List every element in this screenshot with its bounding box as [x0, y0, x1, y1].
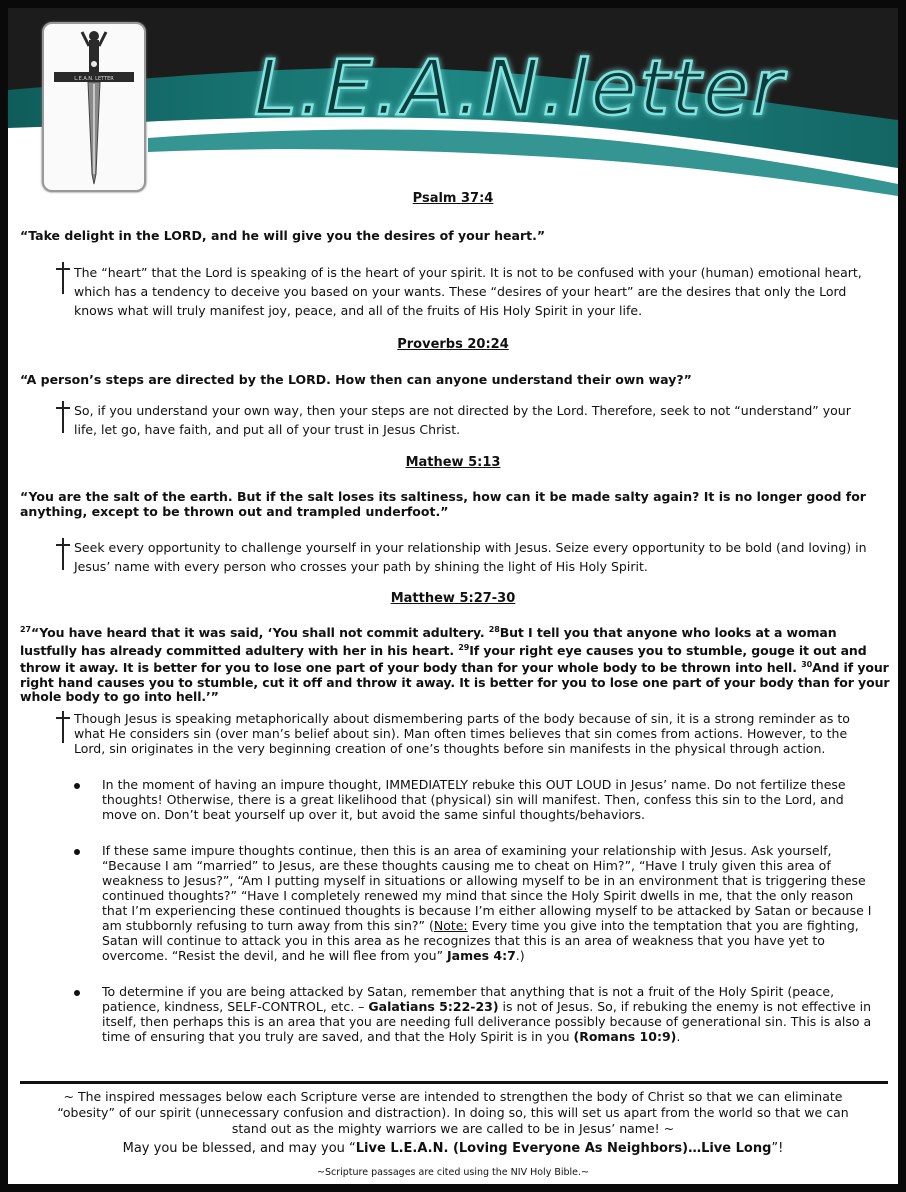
section-reference: Mathew 5:13 — [405, 455, 501, 470]
verse-segment: But I tell you that anyone who looks at a woman lustfully has already committed adultery with her in his heart. — [20, 625, 837, 658]
section-reference: Matthew 5:27-30 — [390, 591, 516, 606]
footer-divider — [20, 1081, 888, 1084]
footer-blessing — [38, 1141, 868, 1157]
bullet-dot — [74, 849, 80, 855]
section-reference: Proverbs 20:24 — [397, 337, 509, 352]
verse-text: “You are the salt of the earth. But if the salt loses its saltiness, how can it be made salty again? It is no longer good for anything, except to be thrown out and trampled underfoot.” — [20, 489, 866, 519]
verse-number: 29 — [458, 642, 470, 652]
cross-icon — [56, 262, 70, 294]
section-reference: Psalm 37:4 — [412, 191, 494, 206]
verse-commentary: Seek every opportunity to challenge yourself in your relationship with Jesus. Seize every opportunity to be bold (and loving) in Jesus’ name with every person who crosses your path by shining the light of His Holy Spirit. — [74, 540, 867, 574]
blessing-motto: Live L.E.A.N. (Loving Everyone As Neighbors)…Live Long — [355, 1141, 772, 1156]
verse-number: 27 — [20, 625, 31, 634]
bullet-dot — [74, 783, 80, 789]
note-label: Note: — [433, 918, 468, 933]
scripture-ref: James 4:7 — [447, 948, 516, 963]
cross-icon — [56, 401, 70, 433]
banner-title: L.E.A.N.letter — [254, 43, 785, 132]
verse-commentary: The “heart” that the Lord is speaking of is the heart of your spirit. It is not to be confused with your (human) emotional heart, which has a tendency to deceive you based on your wants. These “desires of your heart” are the desires that only the Lord knows what will truly manifest joy, peace, and all of the fruits of His Holy Spirit in your life. — [74, 265, 862, 318]
footer-citation: ~Scripture passages are cited using the NIV Holy Bible.~ — [317, 1167, 589, 1178]
verse-segment: If your right eye causes you to stumble, gouge it out and throw it away. It is better for you to lose one part of your body than for your whole body to be thrown into hell. — [20, 642, 867, 676]
verse-segment: “You have heard that it was said, ‘You shall not commit adultery. — [30, 625, 489, 641]
logo — [42, 22, 146, 192]
verse-commentary: Though Jesus is speaking metaphorically about dismembering parts of the body because of sin, it is a strong reminder as to what He considers sin (over man’s belief about sin). Man often times believes that sin comes from actions. However, to the Lord, sin originates in the very beginning creation of one’s thoughts before sin manifests in the physical through action. — [74, 711, 850, 756]
verse-segment: And if your right hand causes you to stumble, cut it off and throw it away. It is better for you to lose one part of your body than for your whole body to go into hell.’” — [20, 660, 890, 705]
verse-text: “A person’s steps are directed by the LORD. How then can anyone understand their own way?” — [20, 372, 692, 387]
sword-icon — [44, 24, 144, 190]
verse-number: 28 — [488, 625, 500, 634]
footer-mission: ~ The inspired messages below each Scripture verse are intended to strengthen the body of Christ so that we can eliminate “obesity” of our spirit (unnecessary confusion and distraction). In doing so, this will set us apart from the world so that we can stand out as the mighty warriors we are called to be in Jesus’ name! ~ — [57, 1089, 849, 1136]
verse-text: “Take delight in the LORD, and he will give you the desires of your heart.” — [20, 228, 546, 243]
verse-text-matthew — [20, 623, 890, 705]
letter-page — [8, 8, 898, 1184]
verse-number: 30 — [801, 660, 813, 670]
list-item-text: .) — [515, 948, 525, 963]
blessing-text: ”! — [771, 1141, 784, 1156]
blessing-text: May you be blessed, and may you “ — [122, 1141, 356, 1156]
bullet-dot — [74, 990, 80, 996]
list-item-text: To determine if you are being attacked by Satan, remember that anything that is not a fruit of the Holy Spirit (peace, patience, kindness, SELF-CONTROL, etc. – — [102, 984, 835, 1014]
scripture-ref: (Romans 10:9) — [573, 1029, 677, 1044]
cross-icon — [56, 538, 70, 570]
scripture-ref: Galatians 5:22-23) — [368, 999, 499, 1014]
list-item-text: Every time you give into the temptation that you are fighting, Satan will continue to attack you in this area as he recognizes that this is an area of weakness that you have yet to overcome. “Resist the devil, and he will flee from you” — [102, 918, 859, 963]
list-item — [102, 843, 880, 963]
list-item-text: is not of Jesus. So, if rebuking the enemy is not effective in itself, then perhaps this is an area that you are needing full deliverance possibly because of generational sin. This is also a time of ensuring that you truly are saved, and that the Holy Spirit is in you — [102, 999, 872, 1044]
logo-text: L.E.A.N. LETTER — [74, 76, 114, 82]
cross-icon — [56, 711, 70, 743]
list-item-text: . — [676, 1029, 681, 1044]
list-item: In the moment of having an impure thought, IMMEDIATELY rebuke this OUT LOUD in Jesus’ name. Do not fertilize these thoughts! Otherwise, there is a great likelihood that (physical) sin will manifest. Then, confess this sin to the Lord, and move on. Don’t beat yourself up over it, but avoid the same sinful thoughts/behaviors. — [102, 777, 846, 822]
verse-commentary: So, if you understand your own way, then your steps are not directed by the Lord. Therefore, seek to not “understand” your life, let go, have faith, and put all of your trust in Jesus Christ. — [74, 403, 851, 437]
list-item-text: If these same impure thoughts continue, then this is an area of examining your relationship with Jesus. Ask yourself, “Because I am “married” to Jesus, are these thoughts causing me to cheat on Him?”, “Have I truly given this area of weakness to Jesus?”, “Am I putting myself in situations or allowing myself to be in an environment that is triggering these continued thoughts?” “Have I completely renewed my mind that since the Holy Spirit dwells in me, that the only reason that I’m experiencing these continued thoughts is because I’m either allowing myself to be attacked by Satan or because I am stubbornly refusing to turn away from this sin?” ( — [102, 843, 872, 933]
list-item — [102, 984, 880, 1044]
